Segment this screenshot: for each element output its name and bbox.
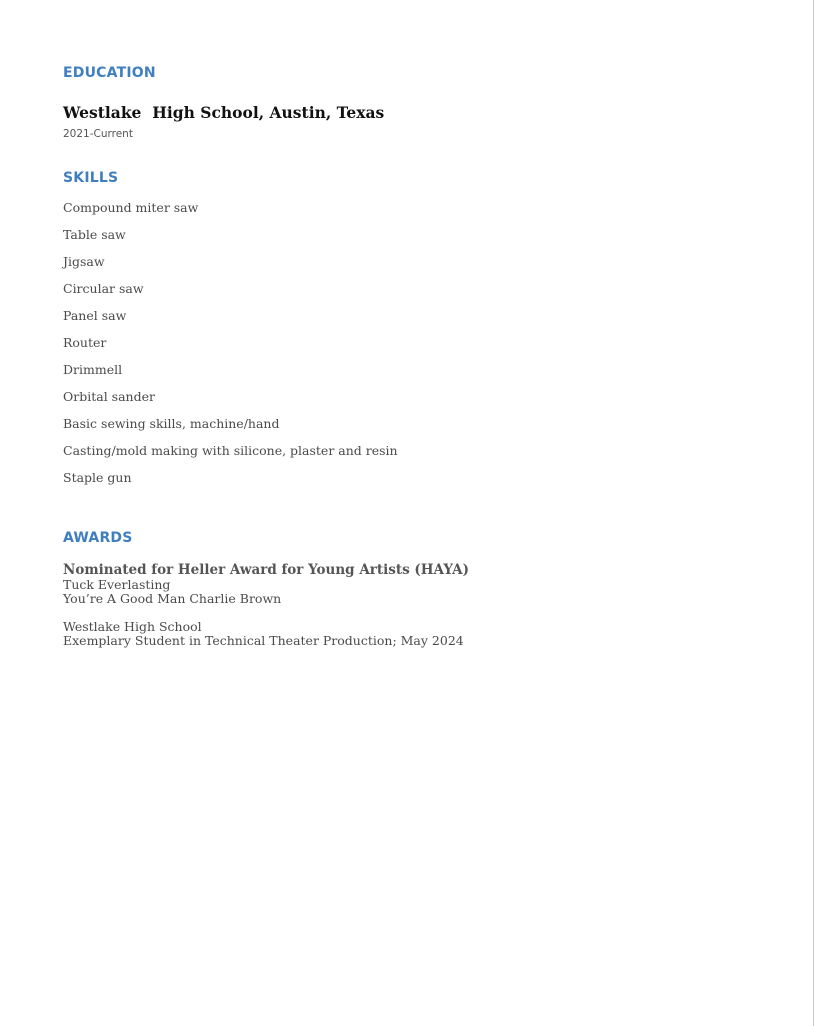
- award-production: You’re A Good Man Charlie Brown: [63, 591, 282, 606]
- education-dates: 2021-Current: [63, 128, 133, 140]
- skills-heading: SKILLS: [63, 170, 119, 186]
- skill-item: Orbital sander: [63, 389, 155, 404]
- award-production: Tuck Everlasting: [63, 577, 171, 592]
- skill-item: Circular saw: [63, 281, 144, 296]
- skill-item: Table saw: [63, 227, 126, 242]
- award-school: Westlake High School: [63, 619, 202, 634]
- skill-item: Basic sewing skills, machine/hand: [63, 416, 280, 431]
- award-recognition: Exemplary Student in Technical Theater Production; May 2024: [63, 633, 464, 648]
- skill-item: Drimmell: [63, 362, 123, 377]
- skill-item: Router: [63, 335, 107, 350]
- skill-item: Compound miter saw: [63, 200, 199, 215]
- skill-item: Staple gun: [63, 470, 132, 485]
- awards-heading: AWARDS: [63, 530, 133, 546]
- school-name: Westlake High School, Austin, Texas: [63, 103, 385, 122]
- award-nomination-title: Nominated for Heller Award for Young Artists (HAYA): [63, 562, 469, 578]
- education-heading: EDUCATION: [63, 65, 156, 81]
- skill-item: Jigsaw: [63, 254, 105, 269]
- skill-item: Panel saw: [63, 308, 127, 323]
- skill-item: Casting/mold making with silicone, plaster and resin: [63, 443, 398, 458]
